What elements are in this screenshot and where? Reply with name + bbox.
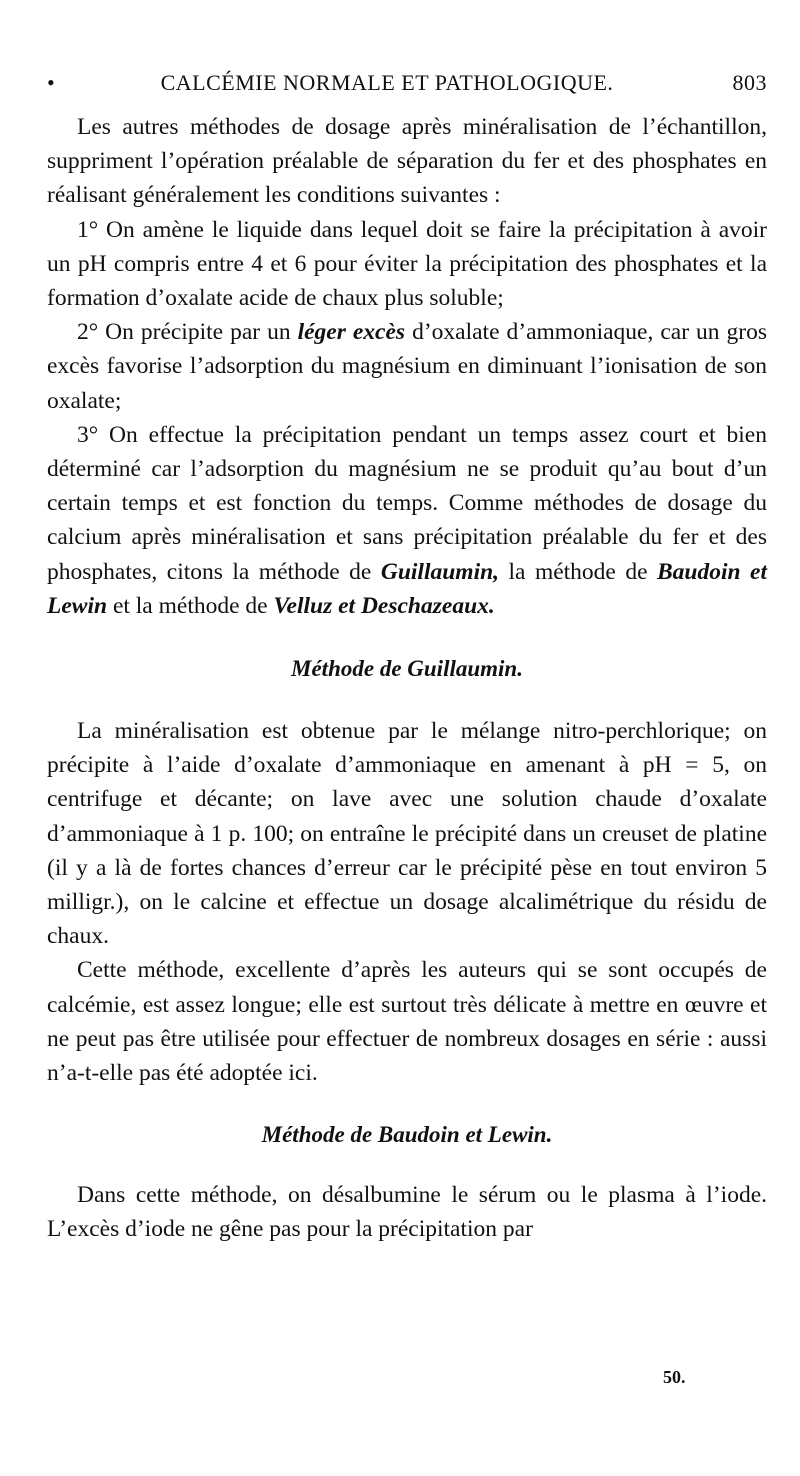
condition-3-text-c: et la méthode de: [107, 592, 274, 619]
condition-3-text-a: 3° On effectue la précipitation pendant un temps assez court et bien déterminé car l’adsorption du magnésium ne se produit qu’au bout d’un certain temps et est fonction du temps. Comme méthodes de dosage du calcium après minéralisation et sans précipitation préalable du fer et des phosphates, citons la méthode de: [47, 421, 767, 585]
page-number: 803: [732, 70, 767, 95]
running-header: [47, 70, 767, 110]
condition-2-text-a: 2° On précipite par un: [77, 319, 298, 346]
paragraph-baudoin-lewin: Dans cette méthode, on désalbumine le sérum ou le plasma à l’iode. L’excès d’iode ne gêne pas pour la précipitation par: [47, 1182, 767, 1243]
condition-2-text-b: d’oxalate d’ammoniaque, car un gros excès favorise l’adsorption du magnésium en diminuant l’ionisation de son oxalate;: [47, 319, 767, 414]
section-title-baudoin-lewin: Méthode de Baudoin et Lewin.: [261, 1122, 553, 1148]
author-guillaumin: Guillaumin,: [380, 558, 500, 585]
section-title-guillaumin: Méthode de Guillaumin.: [291, 656, 523, 682]
running-title: CALCÉMIE NORMALE ET PATHOLOGIQUE.: [160, 70, 614, 95]
paragraph-guillaumin-assessment: Cette méthode, excellente d’après les auteurs qui se sont occupés de calcémie, est assez longue; elle est surtout très délicate à mettre en œuvre et ne peut pas être utilisée pour effectuer de nombreux dosages en série : aussi n’a-t-elle pas été adoptée ici.: [47, 957, 767, 1087]
author-velluz-deschazeaux: Velluz et Deschazeaux.: [273, 592, 495, 619]
page: [47, 70, 767, 1247]
paragraph-condition-3: [47, 418, 767, 623]
condition-3-text-b: la méthode de: [499, 558, 657, 585]
author-baudoin-lewin: Baudoin et Lewin: [47, 558, 768, 619]
paragraph-condition-2: [47, 315, 767, 418]
signature-mark: 50.: [663, 1367, 686, 1387]
paragraph-intro: Les autres méthodes de dosage après minéralisation de l’échantillon, suppriment l’opération préalable de séparation du fer et des phosphates en réalisant généralement les conditions suivantes :: [47, 114, 767, 209]
header-bullet: •: [47, 70, 56, 95]
condition-2-emphasis: léger excès: [297, 319, 406, 346]
paragraph-guillaumin-procedure: La minéralisation est obtenue par le mélange nitro-perchlorique; on précipite à l’aide d’oxalate d’ammoniaque en amenant à pH = 5, on centrifuge et décante; on lave avec une solution chaude d’oxalate d’ammoniaque à 1 p. 100; on entraîne le précipité dans un creuset de platine (il y a là de fortes chances d’erreur car le précipité pèse en tout environ 5 milligr.), on le calcine et effectue un dosage alcalimétrique du résidu de chaux.: [47, 718, 767, 950]
paragraph-condition-1: 1° On amène le liquide dans lequel doit se faire la précipitation à avoir un pH compris entre 4 et 6 pour éviter la précipitation des phosphates et la formation d’oxalate acide de chaux plus soluble;: [47, 216, 767, 312]
